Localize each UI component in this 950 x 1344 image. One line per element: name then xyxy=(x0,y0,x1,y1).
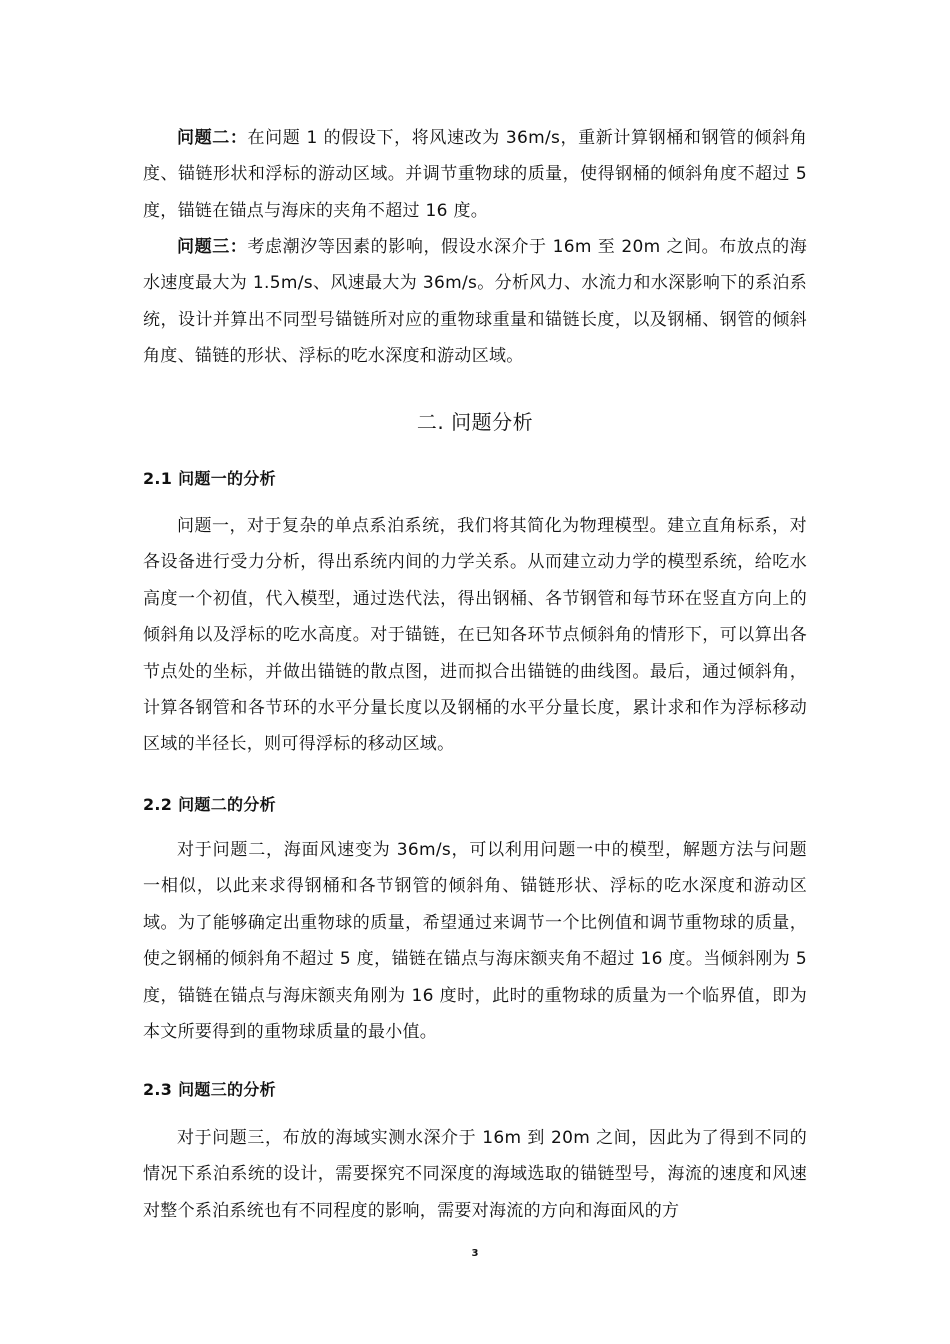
problem-two-label: 问题二： xyxy=(177,128,248,148)
problem-two-text: 在问题 1 的假设下，将风速改为 36m/s，重新计算钢桶和钢管的倾斜角度、锚链形状和浮标的游动区域。并调节重物球的质量，使得钢桶的倾斜角度不超过 5 度，锚链在锚点与海床的夹角不超过 16 度。 xyxy=(143,128,808,221)
subsection-heading-2-3: 2.3 问题三的分析 xyxy=(143,1080,276,1099)
subsection-text-2-1: 问题一，对于复杂的单点系泊系统，我们将其简化为物理模型。建立直角标系，对各设备进行受力分析，得出系统内间的力学关系。从而建立动力学的模型系统，给吃水高度一个初值，代入模型，通过迭代法，得出钢桶、各节钢管和每节环在竖直方向上的倾斜角以及浮标的吃水高度。对于锚链，在已知各环节点倾斜角的情形下，可以算出各节点处的坐标，并做出锚链的散点图，进而拟合出锚链的曲线图。最后，通过倾斜角，计算各钢管和各节环的水平分量长度以及钢桶的水平分量长度，累计求和作为浮标移动区域的半径长，则可得浮标的移动区域。 xyxy=(143,516,807,755)
section-title: 二. 问题分析 xyxy=(416,410,534,434)
subsection-heading-2-1: 2.1 问题一的分析 xyxy=(143,469,276,488)
problem-three-paragraph xyxy=(143,229,807,375)
problem-two-paragraph xyxy=(143,120,807,229)
subsection-text-2-3: 对于问题三，布放的海域实测水深介于 16m 到 20m 之间，因此为了得到不同的情况下系泊系统的设计，需要探究不同深度的海域选取的锚链型号，海流的速度和风速对整个系泊系统也有不同程度的影响，需要对海流的方向和海面风的方 xyxy=(143,1128,807,1221)
subsection-heading-2-2: 2.2 问题二的分析 xyxy=(143,795,276,814)
subsection-text-2-2: 对于问题二，海面风速变为 36m/s，可以利用问题一中的模型，解题方法与问题一相似，以此来求得钢桶和各节钢管的倾斜角、锚链形状、浮标的吃水深度和游动区域。为了能够确定出重物球的质量，希望通过来调节一个比例值和调节重物球的质量，使之钢桶的倾斜角不超过 5 度，锚链在锚点与海床额夹角不超过 16 度。当倾斜刚为 5 度，锚链在锚点与海床额夹角刚为 16 度时，此时的重物球的质量为一个临界值，即为本文所要得到的重物球质量的最小值。 xyxy=(143,840,807,1043)
problem-three-label: 问题三： xyxy=(177,237,248,257)
page-number: 3 xyxy=(471,1248,479,1259)
problem-three-text: 考虑潮汐等因素的影响，假设水深介于 16m 至 20m 之间。布放点的海水速度最大为 1.5m/s、风速最大为 36m/s。分析风力、水流力和水深影响下的系泊系统，设计并算出不同型号锚链所对应的重物球重量和锚链长度，以及钢桶、钢管的倾斜角度、锚链的形状、浮标的吃水深度和游动区域。 xyxy=(143,237,807,367)
